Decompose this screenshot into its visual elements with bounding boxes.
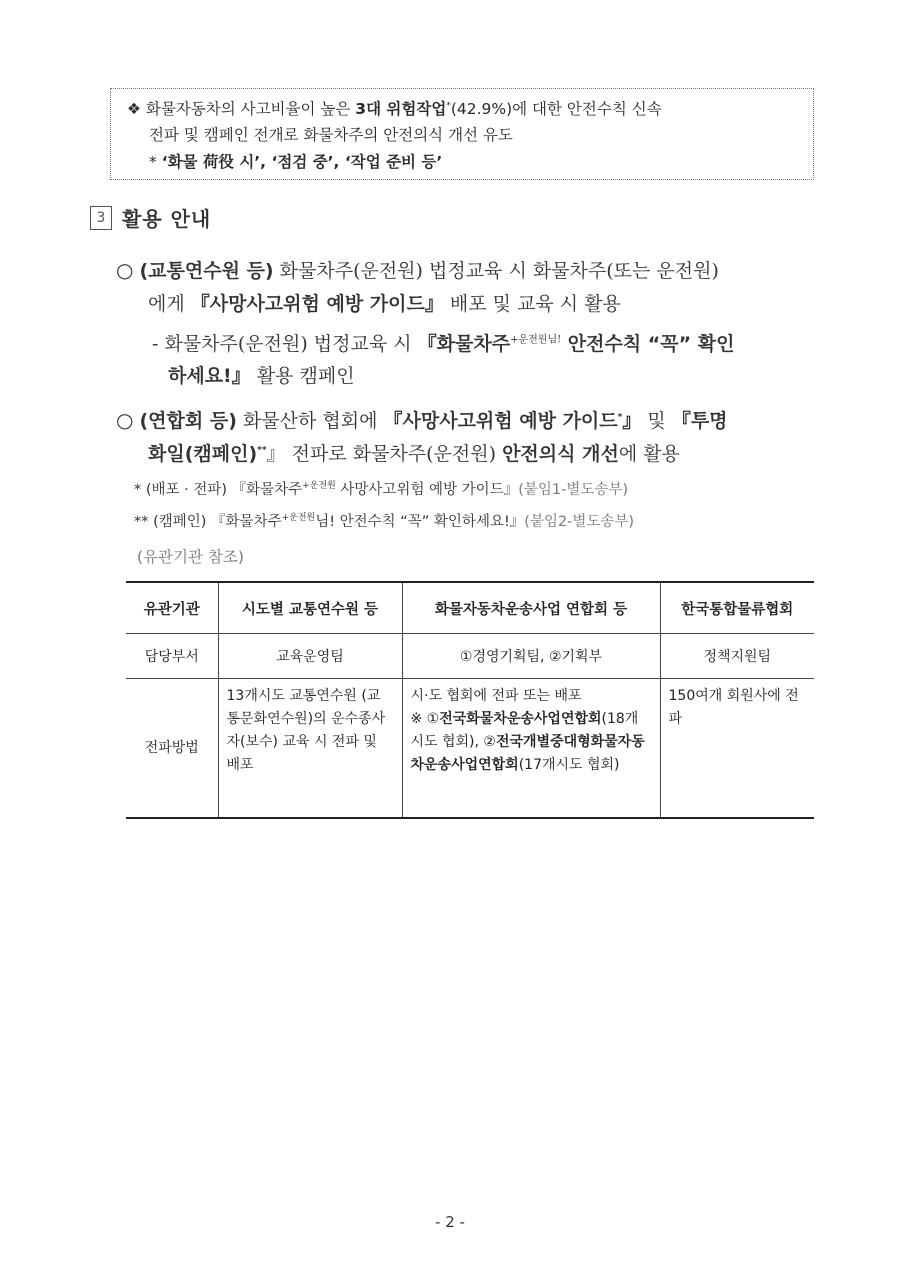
notice-line-3: * ‘화물 荷役 시’, ‘점검 중’, ‘작업 준비 등’ [149,153,443,171]
table-cell: 13개시도 교통연수원 (교통문화연수원)의 운수종사자(보수) 교육 시 전파 및 배포 [218,679,402,819]
dash-bullet: - [152,333,159,355]
table-row [126,679,814,819]
table-cell: 정책지원팀 [660,634,814,679]
notice-box [110,88,814,180]
table-cell: 150여개 회원사에 전파 [660,679,814,819]
page-number: - 2 - [435,1213,465,1231]
item-1-sub-line-2: 하세요!』 활용 캠페인 [168,365,355,387]
footnote-2: ** (캠페인) 『화물차주$^{+운전원}$님! 안전수칙 “꼭” 확인하세요!』(붙임2-별도송부) [134,513,635,530]
table-row [126,634,814,679]
section-number: 3 [90,206,112,230]
item-1-line-2: 에게 『사망사고위험 예방 가이드』 배포 및 교육 시 활용 [148,293,621,315]
table-header-cell: 한국통합물류협회 [660,582,814,634]
item-1-sub-line-1: - 화물차주(운전원) 법정교육 시 『화물차주$^{+운전원님!}$ 안전수칙 “꼭” 확인 [152,333,735,355]
agency-table [126,581,814,819]
notice-line-1: ❖ 화물자동차의 사고비율이 높은 3대 위험작업*(42.9%)에 대한 안전수칙 신속 [127,100,662,118]
circle-bullet-icon: ○ [116,408,134,432]
table-caption: (유관기관 참조) [137,548,244,566]
table-cell: 전파방법 [126,679,218,819]
circle-bullet-icon: ○ [116,258,134,282]
item-1-line-1: ○ (교통연수원 등) 화물차주(운전원) 법정교육 시 화물차주(또는 운전원) [116,258,719,282]
notice-line-2: 전파 및 캠페인 전개로 화물차주의 안전의식 개선 유도 [149,126,513,144]
table-cell: 담당부서 [126,634,218,679]
table-cell: 교육운영팀 [218,634,402,679]
diamond-bullet-icon: ❖ [127,100,141,118]
item-2-line-2: 화일(캠페인)**』 전파로 화물차주(운전원) 안전의식 개선에 활용 [148,443,680,465]
table-header-row [126,582,814,634]
table-cell: ①경영기획팀, ②기획부 [402,634,660,679]
section-title: 활용 안내 [122,207,212,231]
table-cell: 시·도 협회에 전파 또는 배포 ※ ①전국화물차운송사업연합회(18개시도 협회), ②전국개별중대형화물자동차운송사업연합회(17개시도 협회) [402,679,660,819]
table-header-cell: 화물자동차운송사업 연합회 등 [402,582,660,634]
item-2-line-1: ○ (연합회 등) 화물산하 협회에 『사망사고위험 예방 가이드*』 및 『투명 [116,408,728,432]
table-header-cell: 유관기관 [126,582,218,634]
footnote-1: * (배포 · 전파) 『화물차주$^{+운전원}$ 사망사고위험 예방 가이드』(붙임1-별도송부) [134,481,629,498]
table-header-cell: 시도별 교통연수원 등 [218,582,402,634]
